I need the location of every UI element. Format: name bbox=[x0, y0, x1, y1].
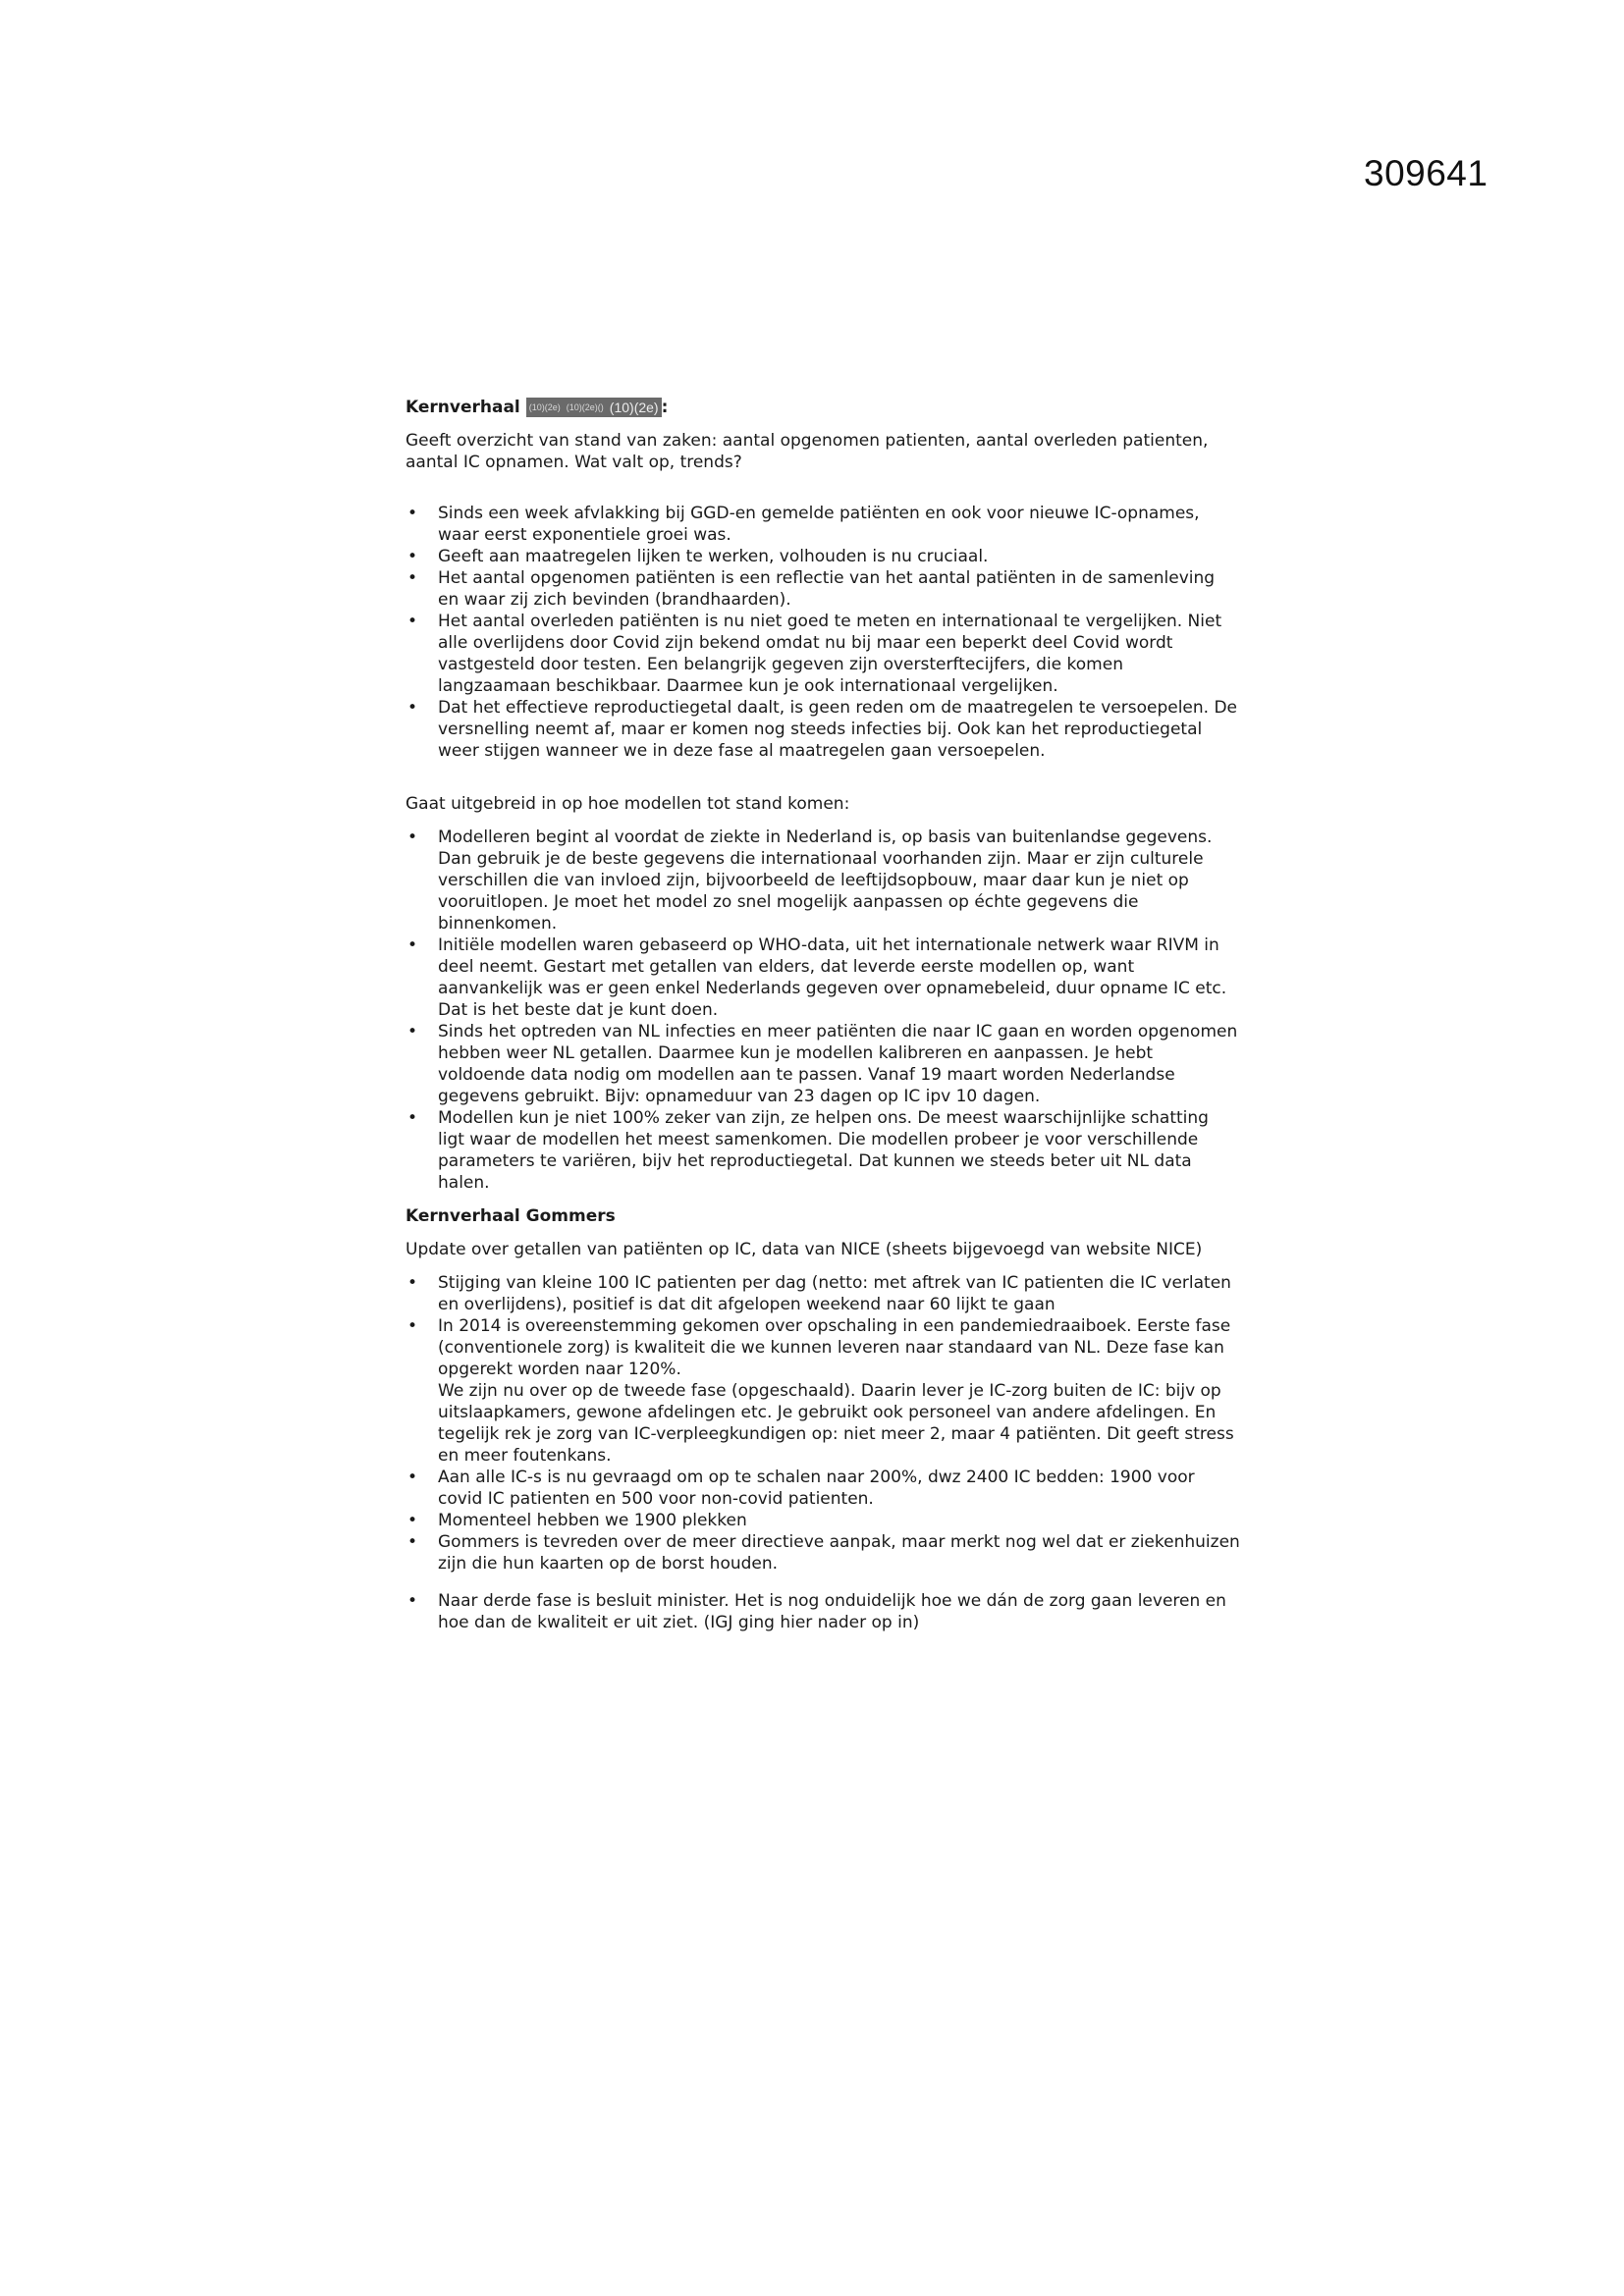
list-item: • Geeft aan maatregelen lijken te werken, volhouden is nu cruciaal. bbox=[406, 546, 1240, 567]
list-item: • Het aantal opgenomen patiënten is een reflectie van het aantal patiënten in de samenleving en waar zij zich bevinden (brandhaarden). bbox=[406, 567, 1240, 611]
list-item: • Stijging van kleine 100 IC patienten per dag (netto: met aftrek van IC patienten die IC verlaten en overlijdens), positief is dat dit afgelopen weekend naar 60 lijkt te gaan bbox=[406, 1272, 1240, 1315]
list-item: • Aan alle IC-s is nu gevraagd om op te schalen naar 200%, dwz 2400 IC bedden: 1900 voor covid IC patienten en 500 voor non-covid patienten. bbox=[406, 1467, 1240, 1510]
list-item: • Dat het effectieve reproductiegetal daalt, is geen reden om de maatregelen te versoepelen. De versnelling neemt af, maar er komen nog steeds infecties bij. Ook kan het reproductiegetal weer stijgen wanneer we in deze fase al maatregelen gaan versoepelen. bbox=[406, 697, 1240, 762]
section2-bullet-list bbox=[406, 827, 1240, 1194]
document-number: 309641 bbox=[1364, 153, 1489, 193]
list-item: • Naar derde fase is besluit minister. Het is nog onduidelijk hoe we dán de zorg gaan leveren en hoe dan de kwaliteit er uit ziet. (IGJ ging hier nader op in) bbox=[406, 1590, 1240, 1633]
section3-intro: Update over getallen van patiënten op IC, data van NICE (sheets bijgevoegd van website NICE) bbox=[406, 1240, 1203, 1259]
heading-colon: : bbox=[661, 398, 669, 417]
section1-bullet-list bbox=[406, 503, 1240, 762]
section1-intro: Geeft overzicht van stand van zaken: aantal opgenomen patienten, aantal overleden patienten, aantal IC opnamen. Wat valt op, trends? bbox=[406, 431, 1209, 472]
list-item: • Het aantal overleden patiënten is nu niet goed te meten en internationaal te vergelijken. Niet alle overlijdens door Covid zijn bekend omdat nu bij maar een beperkt deel Covid wordt vastgesteld door testen. Een belangrijk gegeven zijn oversterftecijfers, die komen langzaamaan beschikbaar. Daarmee kun je ook internationaal vergelijken. bbox=[406, 611, 1240, 697]
document-body bbox=[406, 397, 1240, 1633]
list-item: • Sinds het optreden van NL infecties en meer patiënten die naar IC gaan en worden opgenomen hebben weer NL getallen. Daarmee kun je modellen kalibreren en aanpassen. Je hebt voldoende data nodig om modellen aan te passen. Vanaf 19 maart worden Nederlandse gegevens gebruikt. Bijv: opnameduur van 23 dagen op IC ipv 10 dagen. bbox=[406, 1021, 1240, 1107]
redaction-block bbox=[526, 398, 662, 417]
heading-text: Kernverhaal Gommers bbox=[406, 1206, 616, 1226]
redaction-label-2: (10)(2e)() bbox=[564, 398, 607, 417]
list-item-text: • In 2014 is overeenstemming gekomen over opschaling in een pandemiedraaiboek. Eerste fase (conventionele zorg) is kwaliteit die we kunnen leveren naar standaard van NL. Deze fase kan opgerekt worden naar 120%. bbox=[438, 1316, 1231, 1379]
redaction-label-1: (10)(2e) bbox=[526, 398, 564, 417]
list-item-continuation: We zijn nu over op de tweede fase (opgeschaald). Daarin lever je IC-zorg buiten de IC: bijv op uitslaapkamers, gewone afdelingen etc. Je gebruikt ook personeel van andere afdelingen. En tegelijk rek je zorg van IC-verpleegkundigen op: niet meer 2, maar 4 patiënten. Dit geeft stress en meer foutenkans. bbox=[438, 1381, 1234, 1466]
list-item: • Modelleren begint al voordat de ziekte in Nederland is, op basis van buitenlandse gegevens. Dan gebruik je de beste gegevens die internationaal voorhanden zijn. Maar er zijn culturele verschillen die van invloed zijn, bijvoorbeeld de leeftijdsopbouw, maar daar kun je niet op vooruitlopen. Je moet het model zo snel mogelijk aanpassen op échte gegevens die binnenkomen. bbox=[406, 827, 1240, 934]
section-heading-kernverhaal bbox=[406, 397, 1240, 418]
list-item bbox=[406, 1315, 1240, 1467]
section-heading-kernverhaal-gommers bbox=[406, 1205, 1240, 1227]
list-item: • Momenteel hebben we 1900 plekken bbox=[406, 1510, 1240, 1531]
redaction-label-3: (10)(2e) bbox=[607, 398, 662, 417]
list-item: • Gommers is tevreden over de meer directieve aanpak, maar merkt nog wel dat er ziekenhuizen zijn die hun kaarten op de borst houden. bbox=[406, 1531, 1240, 1575]
section3-bullet-list bbox=[406, 1272, 1240, 1575]
list-item: • Initiële modellen waren gebaseerd op WHO-data, uit het internationale netwerk waar RIVM in deel neemt. Gestart met getallen van elders, dat leverde eerste modellen op, want aanvankelijk was er geen enkel Nederlands gegeven over opnamebeleid, duur opname IC etc. Dat is het beste dat je kunt doen. bbox=[406, 934, 1240, 1021]
list-item: • Sinds een week afvlakking bij GGD-en gemelde patiënten en ook voor nieuwe IC-opnames, waar eerst exponentiele groei was. bbox=[406, 503, 1240, 546]
section2-intro: Gaat uitgebreid in op hoe modellen tot stand komen: bbox=[406, 794, 850, 814]
section3-bullet-list-2 bbox=[406, 1590, 1240, 1633]
list-item: • Modellen kun je niet 100% zeker van zijn, ze helpen ons. De meest waarschijnlijke schatting ligt waar de modellen het meest samenkomen. Die modellen probeer je voor verschillende parameters te variëren, bijv het reproductiegetal. Dat kunnen we steeds beter uit NL data halen. bbox=[406, 1107, 1240, 1194]
heading-text: Kernverhaal bbox=[406, 398, 520, 417]
